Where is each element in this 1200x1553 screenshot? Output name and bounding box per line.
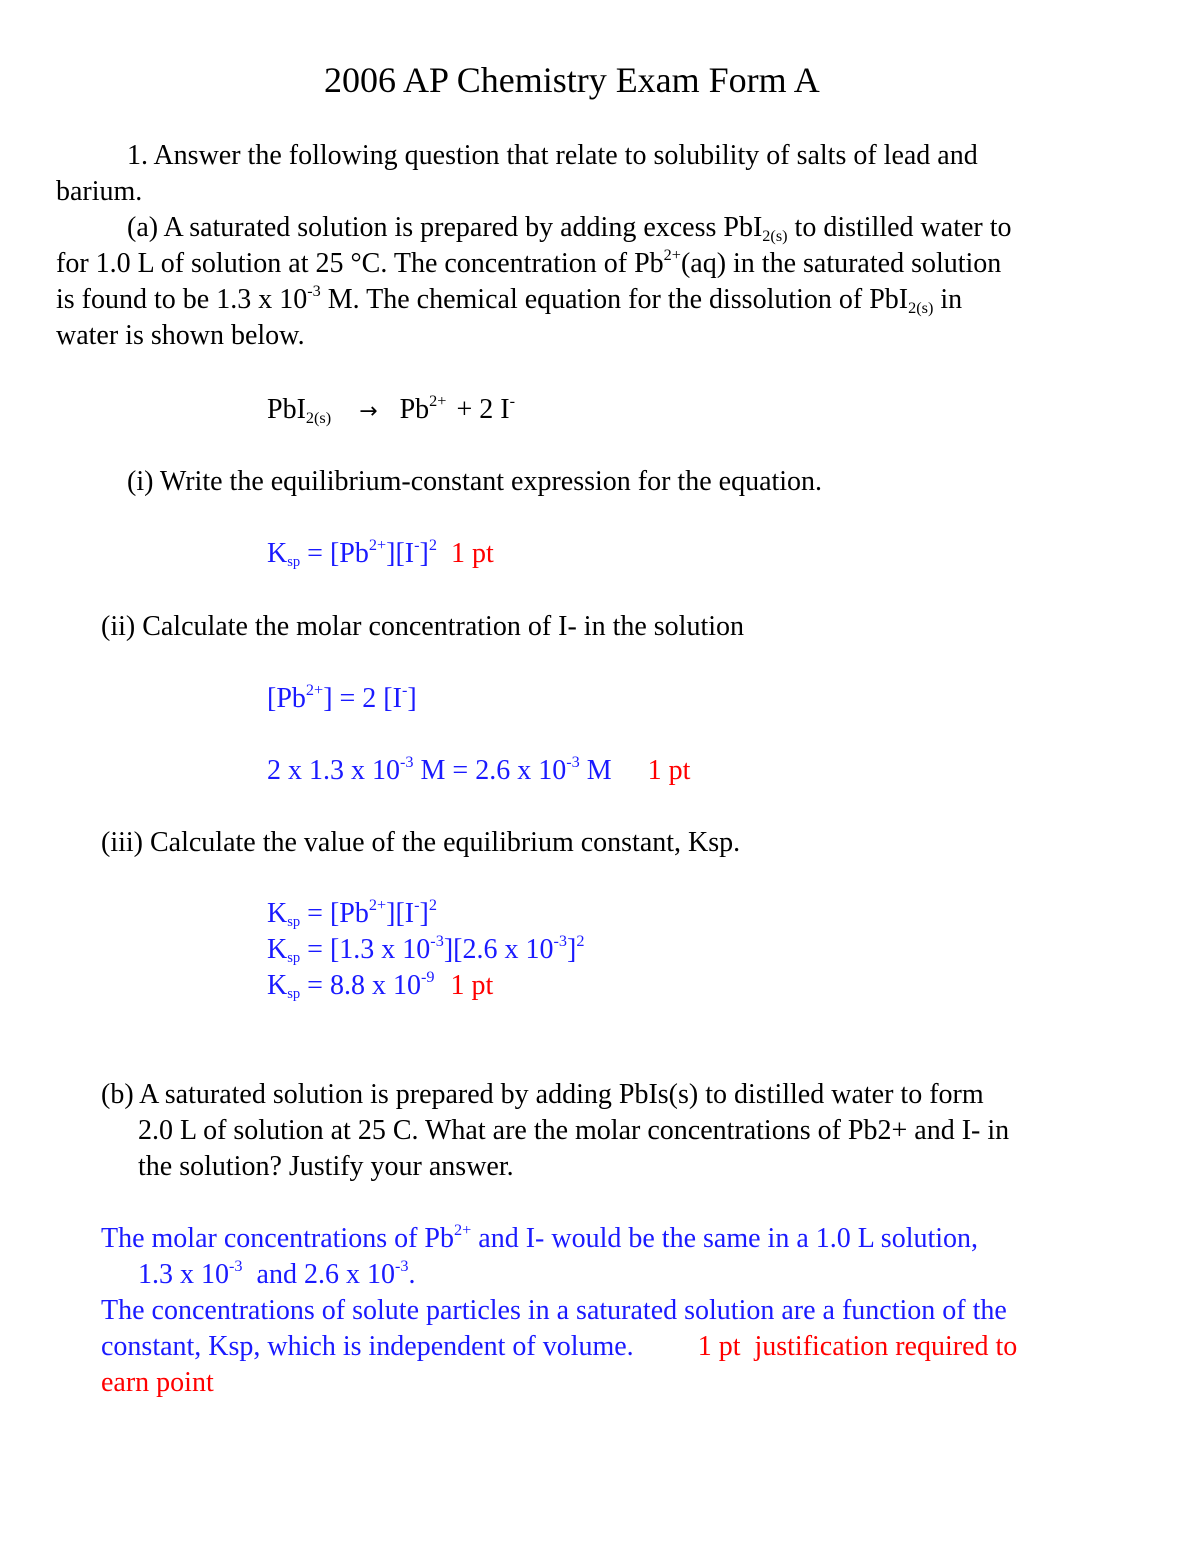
part-a-line-3: is found to be 1.3 x $10^{-3}$ M. The chemical equation for the dissolution of PbI$_{2(s)}$ in	[56, 281, 963, 317]
question-1-intro: 1. Answer the following question that relate to solubility of salts of lead and	[127, 140, 978, 171]
part-ii-relation: $[Pb^{2+}] = 2$ [I-]	[267, 680, 417, 714]
question-1-intro-cont: barium.	[56, 176, 143, 207]
part-a-line-1: (a) A saturated solution is prepared by adding excess PbI$_{2(s)}$ to distilled water to	[127, 212, 1012, 245]
part-iii-line-1: Ksp = $[Pb^{2+}][I^-]^2$	[267, 895, 437, 931]
part-a-line-2: for 1.0 L of solution at 25 °C. The concentration of $Pb^{2+}(aq)$ in the saturated solution	[56, 245, 1002, 279]
page-title: 2006 AP Chemistry Exam Form A	[324, 60, 820, 100]
answer-b-points: 1 pt justification required to	[697, 1331, 1018, 1362]
part-b-line-3: the solution? Justify your answer.	[138, 1151, 514, 1182]
answer-b-points-cont: earn point	[101, 1367, 214, 1398]
answer-b-line-4: constant, Ksp, which is independent of volume. 1 pt justification required to	[101, 1331, 1018, 1362]
part-ii-calculation: 2 x 1.3 x $10^{-3}$ M = 2.6 x $10^{-3}$ M 1 pt	[267, 752, 691, 786]
reaction-arrow-icon: →	[359, 399, 378, 424]
part-i-answer: Ksp = $[Pb^{2+}][I^-]^2$ 1 pt	[267, 535, 494, 571]
part-ii-question: (ii) Calculate the molar concentration of I- in the solution	[101, 611, 745, 642]
part-ii-points: 1 pt	[647, 755, 691, 786]
answer-b-line-2: 1.3 x $10^{-3}$ and 2.6 x $10^{-3}$.	[138, 1256, 416, 1290]
answer-b-line-3: The concentrations of solute particles in a saturated solution are a function of the	[101, 1295, 1007, 1326]
part-iii-line-2: Ksp = [1.3 x $10^{-3}][2.6$ x $10^{-3}]^2$	[267, 931, 585, 967]
part-iii-line-3: Ksp = 8.8 x $10^{-9}$ 1 pt	[267, 967, 494, 1003]
part-iii-question: (iii) Calculate the value of the equilibrium constant, Ksp.	[101, 827, 741, 858]
part-b-line-1: (b) A saturated solution is prepared by adding PbIs(s) to distilled water to form	[101, 1079, 984, 1110]
part-iii-points: 1 pt	[450, 970, 494, 1001]
part-i-points: 1 pt	[450, 538, 494, 569]
part-a-line-4: water is shown below.	[56, 320, 305, 351]
answer-b-line-1: The molar concentrations of $Pb^{2+}$ and I- would be the same in a 1.0 L solution,	[101, 1220, 979, 1254]
part-b-line-2: 2.0 L of solution at 25 C. What are the molar concentrations of Pb2+ and I- in	[138, 1115, 1010, 1146]
dissolution-equation: $PbI_{2(s)} \to Pb^{2+} + 2$ I-	[267, 391, 515, 427]
part-i-question: (i) Write the equilibrium-constant expression for the equation.	[127, 466, 823, 497]
